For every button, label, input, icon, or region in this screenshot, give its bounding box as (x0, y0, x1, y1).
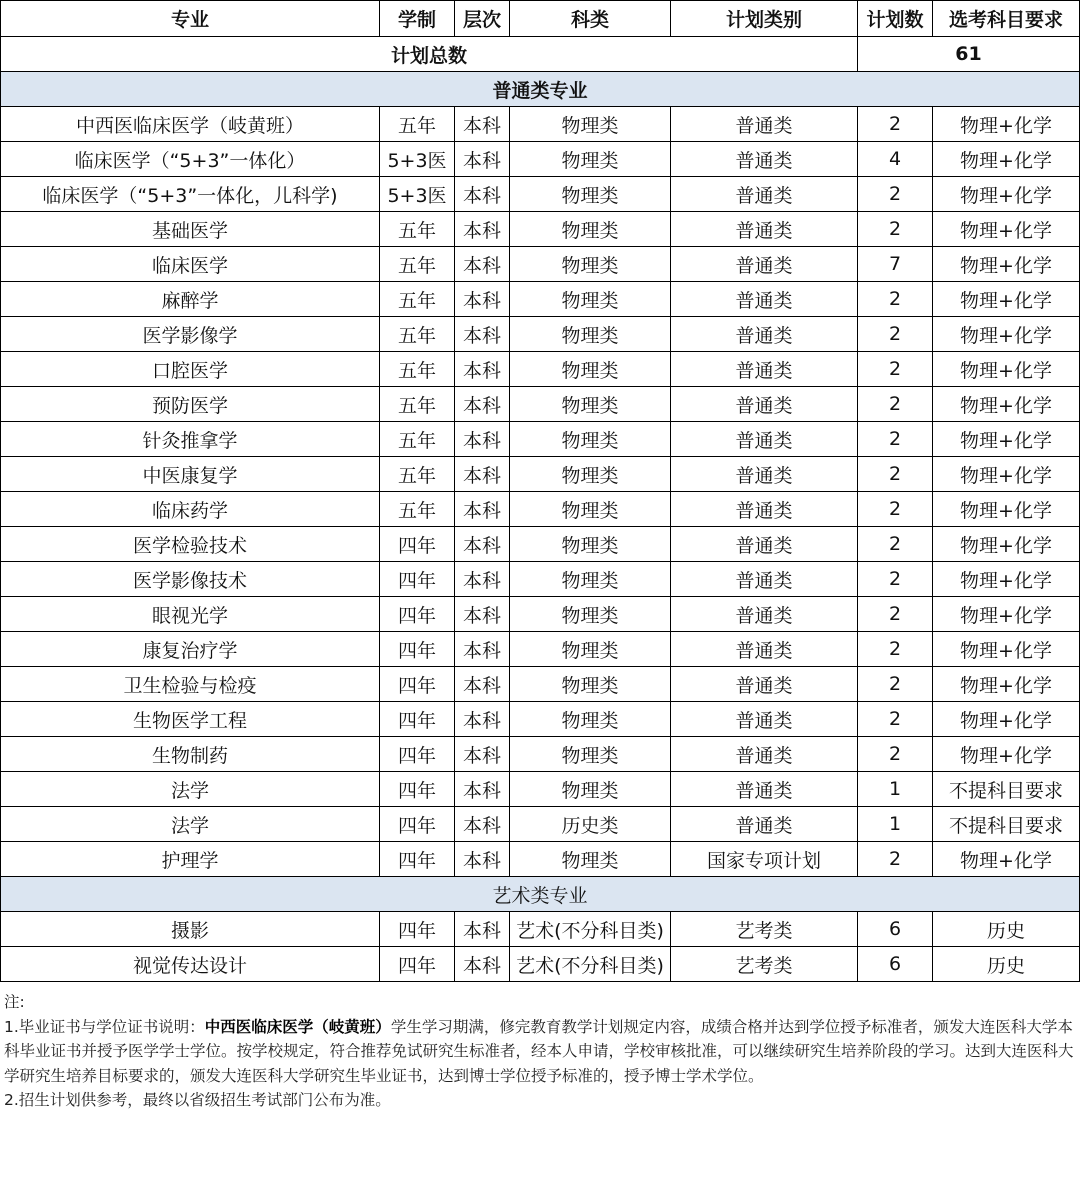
cell-required-subjects: 物理+化学 (933, 247, 1080, 282)
cell-required-subjects: 物理+化学 (933, 632, 1080, 667)
cell-subject-category: 物理类 (510, 527, 671, 562)
header-duration: 学制 (380, 1, 455, 37)
cell-duration: 四年 (380, 632, 455, 667)
cell-major: 护理学 (1, 842, 380, 877)
cell-major: 医学影像学 (1, 317, 380, 352)
table-row (1, 317, 1080, 352)
cell-plan-count: 2 (858, 632, 933, 667)
note-1-highlight: 中西医临床医学（岐黄班） (204, 1017, 391, 1036)
cell-duration: 四年 (380, 667, 455, 702)
cell-duration: 五年 (380, 457, 455, 492)
cell-major: 卫生检验与检疫 (1, 667, 380, 702)
cell-plan-count: 2 (858, 387, 933, 422)
cell-major: 法学 (1, 807, 380, 842)
cell-duration: 五年 (380, 317, 455, 352)
header-level: 层次 (455, 1, 510, 37)
section-header-row (1, 877, 1080, 912)
cell-duration: 五年 (380, 247, 455, 282)
table-row (1, 912, 1080, 947)
table-row (1, 562, 1080, 597)
cell-plan-count: 2 (858, 702, 933, 737)
cell-plan-type: 普通类 (671, 492, 858, 527)
table-row (1, 177, 1080, 212)
cell-required-subjects: 物理+化学 (933, 422, 1080, 457)
header-major: 专业 (1, 1, 380, 37)
total-value: 61 (858, 37, 1080, 72)
cell-plan-type: 普通类 (671, 457, 858, 492)
cell-plan-type: 普通类 (671, 737, 858, 772)
cell-subject-category: 物理类 (510, 597, 671, 632)
cell-plan-count: 2 (858, 212, 933, 247)
table-row (1, 667, 1080, 702)
cell-plan-count: 2 (858, 667, 933, 702)
cell-duration: 四年 (380, 772, 455, 807)
cell-subject-category: 物理类 (510, 422, 671, 457)
cell-plan-count: 1 (858, 772, 933, 807)
table-row (1, 387, 1080, 422)
cell-subject-category: 历史类 (510, 807, 671, 842)
cell-major: 临床医学（“5+3”一体化） (1, 142, 380, 177)
cell-required-subjects: 物理+化学 (933, 457, 1080, 492)
cell-plan-type: 艺考类 (671, 912, 858, 947)
cell-subject-category: 物理类 (510, 667, 671, 702)
cell-duration: 四年 (380, 562, 455, 597)
cell-duration: 5+3医 (380, 177, 455, 212)
cell-duration: 五年 (380, 352, 455, 387)
cell-major: 预防医学 (1, 387, 380, 422)
cell-plan-type: 普通类 (671, 387, 858, 422)
table-row (1, 842, 1080, 877)
section-title: 艺术类专业 (1, 877, 1080, 912)
note-1-prefix: 1.毕业证书与学位证书说明： (4, 1017, 205, 1036)
cell-subject-category: 物理类 (510, 387, 671, 422)
cell-plan-count: 2 (858, 597, 933, 632)
table-row (1, 352, 1080, 387)
cell-required-subjects: 历史 (933, 947, 1080, 982)
cell-duration: 四年 (380, 842, 455, 877)
cell-plan-type: 普通类 (671, 597, 858, 632)
table-row (1, 492, 1080, 527)
cell-required-subjects: 物理+化学 (933, 842, 1080, 877)
cell-plan-type: 普通类 (671, 352, 858, 387)
cell-required-subjects: 物理+化学 (933, 737, 1080, 772)
table-row (1, 142, 1080, 177)
cell-required-subjects: 不提科目要求 (933, 807, 1080, 842)
cell-level: 本科 (455, 247, 510, 282)
cell-duration: 四年 (380, 527, 455, 562)
cell-required-subjects: 物理+化学 (933, 562, 1080, 597)
cell-required-subjects: 物理+化学 (933, 667, 1080, 702)
cell-subject-category: 物理类 (510, 562, 671, 597)
cell-level: 本科 (455, 947, 510, 982)
cell-level: 本科 (455, 422, 510, 457)
cell-subject-category: 物理类 (510, 737, 671, 772)
cell-major: 视觉传达设计 (1, 947, 380, 982)
cell-plan-type: 普通类 (671, 107, 858, 142)
cell-required-subjects: 物理+化学 (933, 352, 1080, 387)
cell-plan-count: 2 (858, 737, 933, 772)
cell-plan-count: 7 (858, 247, 933, 282)
table-row (1, 947, 1080, 982)
cell-required-subjects: 物理+化学 (933, 317, 1080, 352)
cell-plan-type: 普通类 (671, 212, 858, 247)
cell-major: 临床药学 (1, 492, 380, 527)
cell-level: 本科 (455, 317, 510, 352)
cell-plan-type: 普通类 (671, 562, 858, 597)
cell-required-subjects: 物理+化学 (933, 597, 1080, 632)
cell-required-subjects: 物理+化学 (933, 527, 1080, 562)
cell-plan-count: 2 (858, 177, 933, 212)
cell-subject-category: 艺术(不分科目类) (510, 947, 671, 982)
cell-plan-type: 普通类 (671, 772, 858, 807)
cell-level: 本科 (455, 667, 510, 702)
table-row (1, 457, 1080, 492)
cell-level: 本科 (455, 492, 510, 527)
cell-subject-category: 物理类 (510, 282, 671, 317)
cell-subject-category: 物理类 (510, 632, 671, 667)
cell-level: 本科 (455, 352, 510, 387)
table-row (1, 807, 1080, 842)
cell-level: 本科 (455, 212, 510, 247)
cell-level: 本科 (455, 142, 510, 177)
cell-plan-count: 2 (858, 107, 933, 142)
cell-major: 临床医学 (1, 247, 380, 282)
cell-plan-type: 普通类 (671, 667, 858, 702)
total-label: 计划总数 (1, 37, 858, 72)
section-title: 普通类专业 (1, 72, 1080, 107)
cell-required-subjects: 不提科目要求 (933, 772, 1080, 807)
cell-duration: 四年 (380, 947, 455, 982)
cell-subject-category: 物理类 (510, 842, 671, 877)
cell-level: 本科 (455, 772, 510, 807)
table-row (1, 107, 1080, 142)
cell-subject-category: 物理类 (510, 177, 671, 212)
cell-required-subjects: 历史 (933, 912, 1080, 947)
cell-level: 本科 (455, 282, 510, 317)
table-row (1, 422, 1080, 457)
cell-major: 麻醉学 (1, 282, 380, 317)
cell-major: 生物医学工程 (1, 702, 380, 737)
cell-required-subjects: 物理+化学 (933, 177, 1080, 212)
cell-required-subjects: 物理+化学 (933, 387, 1080, 422)
note-1 (4, 1015, 1076, 1089)
cell-level: 本科 (455, 527, 510, 562)
cell-subject-category: 物理类 (510, 352, 671, 387)
cell-subject-category: 物理类 (510, 457, 671, 492)
cell-plan-count: 2 (858, 282, 933, 317)
cell-plan-type: 普通类 (671, 422, 858, 457)
cell-plan-type: 普通类 (671, 632, 858, 667)
cell-subject-category: 物理类 (510, 492, 671, 527)
cell-major: 医学检验技术 (1, 527, 380, 562)
cell-level: 本科 (455, 107, 510, 142)
cell-level: 本科 (455, 737, 510, 772)
cell-plan-count: 4 (858, 142, 933, 177)
cell-level: 本科 (455, 457, 510, 492)
cell-major: 康复治疗学 (1, 632, 380, 667)
cell-major: 中西医临床医学（岐黄班） (1, 107, 380, 142)
cell-level: 本科 (455, 912, 510, 947)
cell-level: 本科 (455, 702, 510, 737)
cell-required-subjects: 物理+化学 (933, 107, 1080, 142)
cell-duration: 五年 (380, 422, 455, 457)
cell-major: 眼视光学 (1, 597, 380, 632)
table-row (1, 282, 1080, 317)
cell-duration: 四年 (380, 702, 455, 737)
note-1-text: 学生学习期满，修完教育教学计划规定内容，成绩合格并达到学位授予标准者，颁发大连医科大学本科毕业证书并授予医学学士学位。按学校规定，符合推荐免试研究生标准者，经本人申请，学校审核批准，可以继续研究生培养阶段的学习。达到大连医科大学研究生培养目标要求的，颁发大连医科大学研究生毕业证书，达到博士学位授予标准的，授予博士学术学位。 (4, 1017, 1074, 1085)
cell-plan-type: 普通类 (671, 317, 858, 352)
cell-subject-category: 物理类 (510, 702, 671, 737)
cell-level: 本科 (455, 632, 510, 667)
cell-level: 本科 (455, 562, 510, 597)
cell-major: 临床医学（“5+3”一体化，儿科学) (1, 177, 380, 212)
cell-plan-type: 普通类 (671, 527, 858, 562)
cell-plan-type: 普通类 (671, 282, 858, 317)
cell-plan-count: 2 (858, 562, 933, 597)
section-header-row (1, 72, 1080, 107)
cell-required-subjects: 物理+化学 (933, 212, 1080, 247)
cell-plan-count: 2 (858, 842, 933, 877)
cell-plan-count: 2 (858, 492, 933, 527)
cell-duration: 五年 (380, 492, 455, 527)
cell-plan-count: 1 (858, 807, 933, 842)
cell-subject-category: 物理类 (510, 247, 671, 282)
table-row (1, 702, 1080, 737)
notes-label: 注: (4, 993, 25, 1011)
cell-level: 本科 (455, 807, 510, 842)
cell-plan-count: 2 (858, 352, 933, 387)
table-row (1, 772, 1080, 807)
cell-duration: 5+3医 (380, 142, 455, 177)
cell-level: 本科 (455, 387, 510, 422)
cell-plan-type: 普通类 (671, 177, 858, 212)
cell-duration: 五年 (380, 212, 455, 247)
table-row (1, 632, 1080, 667)
cell-plan-count: 2 (858, 457, 933, 492)
cell-level: 本科 (455, 842, 510, 877)
header-required-subjects: 选考科目要求 (933, 1, 1080, 37)
cell-plan-type: 艺考类 (671, 947, 858, 982)
cell-duration: 五年 (380, 107, 455, 142)
cell-major: 摄影 (1, 912, 380, 947)
cell-subject-category: 物理类 (510, 772, 671, 807)
header-plan-count: 计划数 (858, 1, 933, 37)
cell-plan-count: 2 (858, 317, 933, 352)
cell-duration: 四年 (380, 597, 455, 632)
table-row (1, 212, 1080, 247)
cell-required-subjects: 物理+化学 (933, 702, 1080, 737)
cell-duration: 四年 (380, 807, 455, 842)
total-row (1, 37, 1080, 72)
note-2: 2.招生计划供参考，最终以省级招生考试部门公布为准。 (4, 1091, 391, 1109)
cell-major: 生物制药 (1, 737, 380, 772)
cell-level: 本科 (455, 177, 510, 212)
cell-plan-count: 2 (858, 422, 933, 457)
cell-major: 法学 (1, 772, 380, 807)
header-plan-type: 计划类别 (671, 1, 858, 37)
cell-plan-count: 6 (858, 947, 933, 982)
table-row (1, 597, 1080, 632)
cell-subject-category: 物理类 (510, 212, 671, 247)
cell-plan-type: 普通类 (671, 247, 858, 282)
notes-section (0, 982, 1080, 1113)
cell-major: 中医康复学 (1, 457, 380, 492)
table-header-row (1, 1, 1080, 37)
cell-duration: 四年 (380, 912, 455, 947)
cell-duration: 五年 (380, 387, 455, 422)
cell-required-subjects: 物理+化学 (933, 282, 1080, 317)
cell-plan-type: 普通类 (671, 142, 858, 177)
header-subject-category: 科类 (510, 1, 671, 37)
cell-major: 医学影像技术 (1, 562, 380, 597)
cell-duration: 四年 (380, 737, 455, 772)
cell-major: 针灸推拿学 (1, 422, 380, 457)
cell-subject-category: 艺术(不分科目类) (510, 912, 671, 947)
cell-required-subjects: 物理+化学 (933, 142, 1080, 177)
cell-major: 基础医学 (1, 212, 380, 247)
cell-required-subjects: 物理+化学 (933, 492, 1080, 527)
table-row (1, 527, 1080, 562)
table-row (1, 247, 1080, 282)
cell-level: 本科 (455, 597, 510, 632)
cell-duration: 五年 (380, 282, 455, 317)
cell-plan-type: 普通类 (671, 702, 858, 737)
cell-plan-type: 普通类 (671, 807, 858, 842)
cell-subject-category: 物理类 (510, 317, 671, 352)
cell-plan-count: 6 (858, 912, 933, 947)
cell-subject-category: 物理类 (510, 107, 671, 142)
cell-major: 口腔医学 (1, 352, 380, 387)
cell-plan-count: 2 (858, 527, 933, 562)
cell-subject-category: 物理类 (510, 142, 671, 177)
table-body (1, 37, 1080, 982)
cell-plan-type: 国家专项计划 (671, 842, 858, 877)
table-row (1, 737, 1080, 772)
